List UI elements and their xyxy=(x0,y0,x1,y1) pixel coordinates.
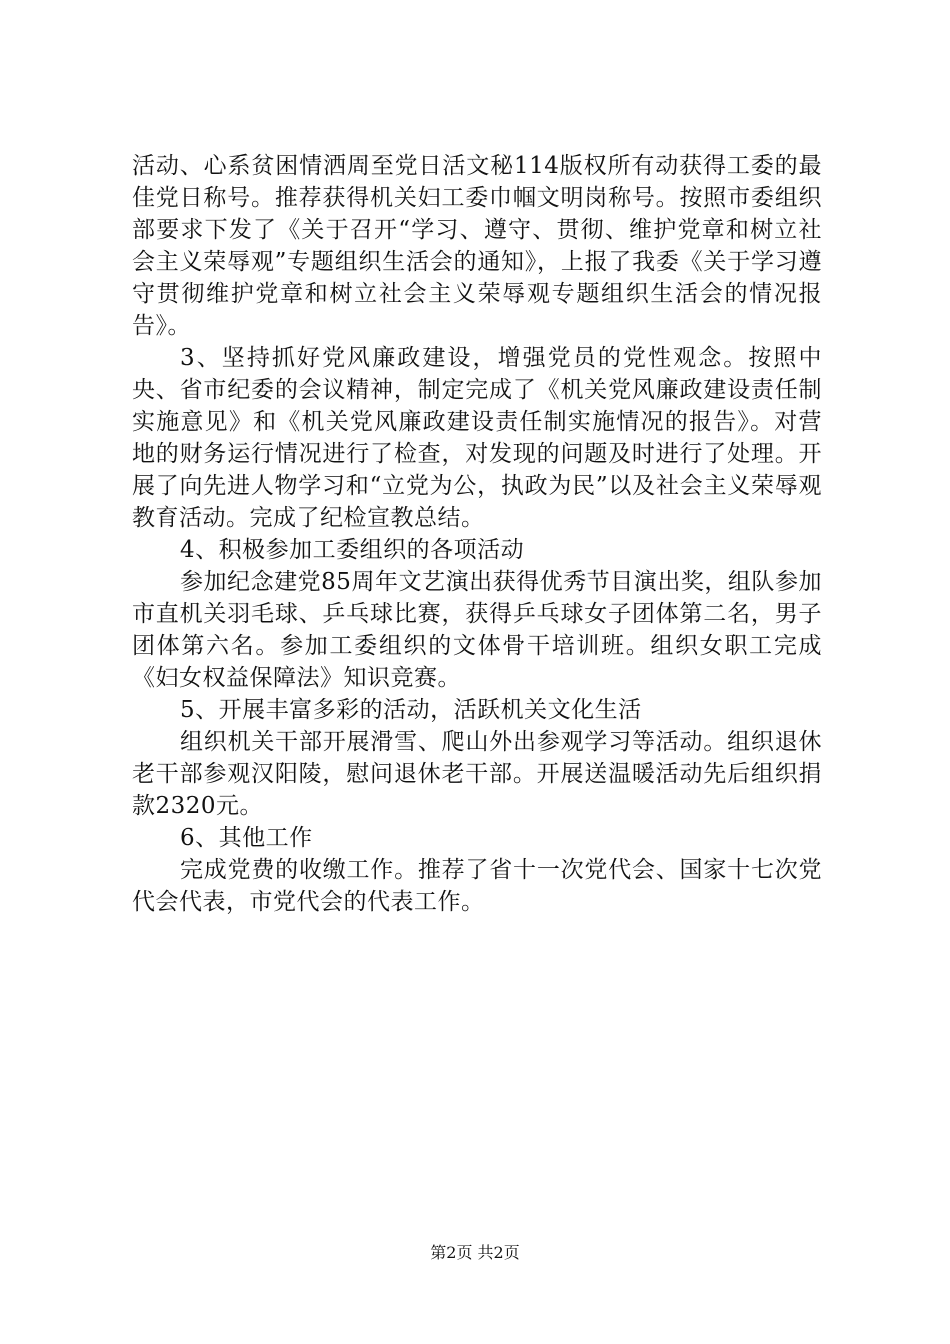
paragraph-continued-party-day: 活动、心系贫困情洒周至党日活文秘114版权所有动获得工委的最佳党日称号。推荐获得机关妇工委巾帼文明岗称号。按照市委组织部要求下发了《关于召开“学习、遵守、贯彻、维护党章和树立社会主义荣辱观”专题组织生活会的通知》，上报了我委《关于学习遵守贯彻维护党章和树立社会主义荣辱观专题组织生活会的情况报告》。 xyxy=(132,153,822,339)
heading-committee-activities: 4、积极参加工委组织的各项活动 xyxy=(180,537,525,563)
paragraph-integrity-building: 3、坚持抓好党风廉政建设，增强党员的党性观念。按照中央、省市纪委的会议精神，制定完成了《机关党风廉政建设责任制实施意见》和《机关党风廉政建设责任制实施情况的报告》。对营地的财务运行情况进行了检查，对发现的问题及时进行了处理。开展了向先进人物学习和“立党为公，执政为民”以及社会主义荣辱观教育活动。完成了纪检宣教总结。 xyxy=(132,345,822,531)
page-number-footer: 第2页 共2页 xyxy=(430,1243,520,1262)
paragraph-other-work: 完成党费的收缴工作。推荐了省十一次党代会、国家十七次党代会代表，市党代会的代表工作。 xyxy=(132,857,822,915)
paragraph-committee-activities: 参加纪念建党85周年文艺演出获得优秀节目演出奖，组队参加市直机关羽毛球、乒乓球比赛，获得乒乓球女子团体第二名，男子团体第六名。参加工委组织的文体骨干培训班。组织女职工完成《妇女权益保障法》知识竞赛。 xyxy=(132,569,822,691)
heading-other-work: 6、其他工作 xyxy=(180,825,313,851)
heading-cultural-life: 5、开展丰富多彩的活动，活跃机关文化生活 xyxy=(180,697,642,723)
document-body xyxy=(132,150,822,918)
paragraph-cultural-life: 组织机关干部开展滑雪、爬山外出参观学习等活动。组织退休老干部参观汉阳陵，慰问退休老干部。开展送温暖活动先后组织捐款2320元。 xyxy=(132,729,822,819)
